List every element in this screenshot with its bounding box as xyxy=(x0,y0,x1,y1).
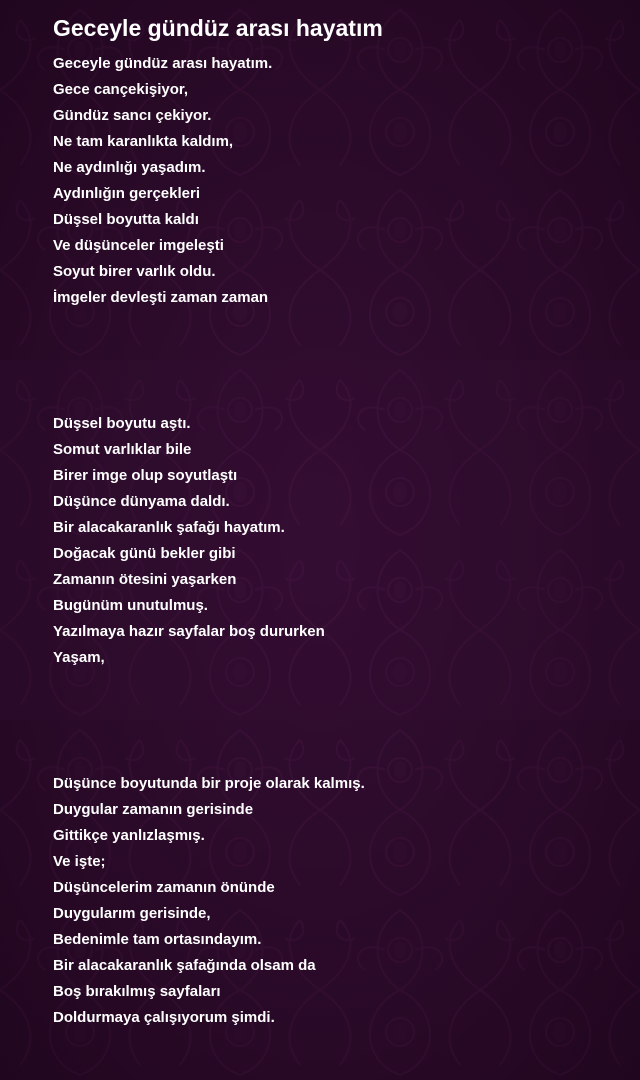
poem-line: Düşsel boyutu aştı. xyxy=(53,415,191,432)
poem-line: Ne aydınlığı yaşadım. xyxy=(53,159,206,176)
poem-line: Düşüncelerim zamanın önünde xyxy=(53,879,275,896)
poem-stanza xyxy=(53,51,613,311)
poem-line: Duygularım gerisinde, xyxy=(53,905,211,922)
poem-line: Soyut birer varlık oldu. xyxy=(53,263,216,280)
poem-line: Aydınlığın gerçekleri xyxy=(53,185,200,202)
poem-line: Düşsel boyutta kaldı xyxy=(53,211,199,228)
poem-line: Bir alacakaranlık şafağı hayatım. xyxy=(53,519,285,536)
poem-line: Bedenimle tam ortasındayım. xyxy=(53,931,262,948)
poem-line: Doldurmaya çalışıyorum şimdi. xyxy=(53,1009,275,1026)
poem-line: Bir alacakaranlık şafağında olsam da xyxy=(53,957,316,974)
poem-line: Ve düşünceler imgeleşti xyxy=(53,237,224,254)
poem-line: Ve işte; xyxy=(53,853,106,870)
poem-line: Boş bırakılmış sayfaları xyxy=(53,983,221,1000)
poem-line: Düşünce boyutunda bir proje olarak kalmış. xyxy=(53,775,365,792)
poem-line: Doğacak günü bekler gibi xyxy=(53,545,236,562)
poem-line: Gece cançekişiyor, xyxy=(53,81,189,98)
poem-line: Yazılmaya hazır sayfalar boş dururken xyxy=(53,623,325,640)
poem-line: Gittikçe yanlızlaşmış. xyxy=(53,827,205,844)
poem-stanza xyxy=(53,771,613,1031)
poem-line: Yaşam, xyxy=(53,649,105,666)
poem-line: Zamanın ötesini yaşarken xyxy=(53,571,237,588)
poem-line: Duygular zamanın gerisinde xyxy=(53,801,254,818)
poem-stanza xyxy=(53,411,613,671)
poem-line: Ne tam karanlıkta kaldım, xyxy=(53,133,234,150)
poem-line: Gündüz sancı çekiyor. xyxy=(53,107,212,124)
poem-line: Birer imge olup soyutlaştı xyxy=(53,467,238,484)
poem-line: Bugünüm unutulmuş. xyxy=(53,597,208,614)
poem-line: Düşünce dünyama daldı. xyxy=(53,493,230,510)
poem-line: Geceyle gündüz arası hayatım. xyxy=(53,55,273,72)
poem-title: Geceyle gündüz arası hayatım xyxy=(53,15,383,41)
poem-line: Somut varlıklar bile xyxy=(53,441,192,458)
poem-line: İmgeler devleşti zaman zaman xyxy=(53,289,269,306)
